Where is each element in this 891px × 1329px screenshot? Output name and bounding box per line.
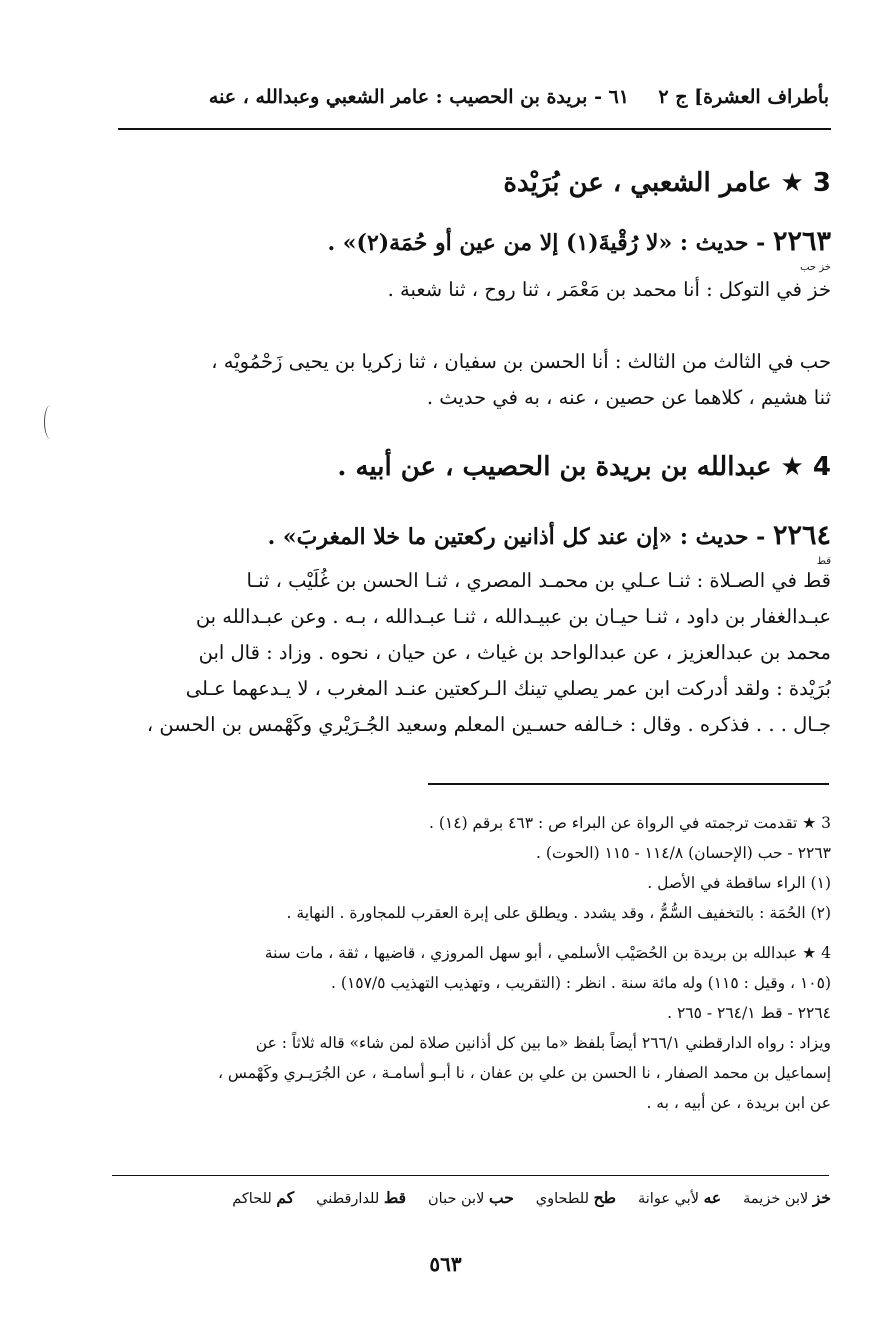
footnote-line: 3 ★ تقدمت ترجمته في الرواة عن البراء ص : ٤٦٣ برقم (١٤) . bbox=[429, 814, 831, 832]
source-line: بُرَيْدة : ولقد أدركت ابن عمر يصلي تينك الـركعتين عنـد المغرب ، لا يـدعهما عـلى bbox=[185, 677, 831, 700]
hadith-number: ٢٢٦٣ bbox=[772, 226, 831, 257]
footnote-line: ويزاد : رواه الدارقطني ٢٦٦/١ أيضاً بلفظ «ما بين كل أذانين صلاة لمن شاء» قاله ثلاثاً : عن bbox=[255, 1034, 831, 1052]
footnote-line: (٢) الحُمَة : بالتخفيف السُّمُّ ، وقد يشدد . ويطلق على إبرة العقرب للمجاورة . النهاية . bbox=[286, 904, 831, 922]
source-line: حب في الثالث من الثالث : أنا الحسن بن سفيان ، ثنا زكريا بن يحيى زَحْمُويْه ، bbox=[211, 350, 831, 373]
margin-sigla: خز حب bbox=[800, 262, 831, 273]
star-icon: ★ bbox=[780, 168, 804, 198]
source-line: قط في الصـلاة : ثنـا عـلي بن محمـد المصري ، ثنـا الحسن بن غُلَيْب ، ثنـا bbox=[246, 569, 831, 592]
footnote-line: عن ابن بريدة ، عن أبيه ، به . bbox=[646, 1094, 831, 1112]
footnote-line: (١٠٥ ، وقيل : ١١٥) وله مائة سنة . انظر : (التقريب ، وتهذيب التهذيب ١٥٧/٥) . bbox=[331, 974, 831, 992]
abbrev-label: للدارقطني bbox=[316, 1191, 380, 1207]
abbreviations-rule bbox=[112, 1175, 829, 1176]
abbrev-code: حب bbox=[488, 1188, 514, 1207]
hadith-heading-2264 bbox=[110, 520, 831, 551]
narrator-heading-4 bbox=[110, 452, 831, 482]
abbrev-item bbox=[232, 1188, 294, 1207]
abbrev-item bbox=[536, 1188, 616, 1207]
abbrev-label: لأبي عوانة bbox=[637, 1191, 699, 1207]
hadith-2263-sources bbox=[108, 272, 831, 308]
abbrev-label: للطحاوي bbox=[535, 1191, 590, 1207]
abbrev-code: عه bbox=[703, 1188, 722, 1207]
hadith-2263-sources-2 bbox=[108, 344, 831, 416]
hadith-text: - حديث : «لا رُقْيةَ(١) إلا من عين أو حُمَة(٢)» . bbox=[327, 230, 766, 256]
hadith-number: ٢٢٦٤ bbox=[772, 520, 831, 551]
source-line: ثنا هشيم ، كلاهما عن حصين ، عنه ، به في حديث . bbox=[426, 386, 831, 409]
header-volume: بأطراف العشرة] ج ٢ bbox=[658, 86, 829, 108]
footnote-line: ٢٢٦٣ - حب (الإحسان) ١١٤/٨ - ١١٥ (الحوت) . bbox=[536, 844, 831, 862]
abbrev-label: للحاكم bbox=[232, 1191, 272, 1207]
abbrev-code: طح bbox=[593, 1188, 616, 1207]
hadith-2264-sources bbox=[108, 563, 831, 743]
narrator-number: 4 bbox=[812, 452, 831, 482]
abbrev-item bbox=[743, 1188, 831, 1207]
footnote-line: (١) الراء ساقطة في الأصل . bbox=[647, 874, 831, 892]
narrator-heading-3 bbox=[110, 168, 831, 198]
margin-bracket-mark bbox=[44, 405, 57, 439]
narrator-name: عامر الشعبي ، عن بُرَيْدة bbox=[503, 168, 772, 198]
abbrev-label: لابن حبان bbox=[428, 1191, 485, 1207]
hadith-text: - حديث : «إن عند كل أذانين ركعتين ما خلا المغربَ» . bbox=[267, 524, 766, 550]
hadith-heading-2263 bbox=[110, 226, 831, 257]
footnote-line: إسماعيل بن محمد الصفار ، نا الحسن بن علي بن عفان ، نا أبـو أسامـة ، عن الجُرَيـري وكَهْمس ، bbox=[218, 1064, 831, 1082]
source-line: عبـدالغفار بن داود ، ثنـا حيـان بن عبيـدالله ، ثنـا عبـدالله ، بـه . وعن عبـدالله بن bbox=[195, 605, 831, 628]
header-rule bbox=[118, 128, 831, 130]
abbrev-code: قط bbox=[383, 1188, 406, 1207]
abbrev-code: كم bbox=[276, 1188, 295, 1207]
footnote-line: ٢٢٦٤ - قط ٢٦٤/١ - ٢٦٥ . bbox=[667, 1004, 831, 1022]
star-icon: ★ bbox=[780, 452, 804, 482]
narrator-number: 3 bbox=[812, 168, 831, 198]
source-line: خز في التوكل : أنا محمد بن مَعْمَر ، ثنا روح ، ثنا شعبة . bbox=[387, 278, 831, 301]
source-line: محمد بن عبدالعزيز ، عن عبدالواحد بن غياث ، عن حيان ، نحوه . وزاد : قال ابن bbox=[198, 641, 831, 664]
header-chapter-title: ٦١ - بريدة بن الحصيب : عامر الشعبي وعبدالله ، عنه bbox=[208, 86, 629, 108]
footnote-rule bbox=[428, 783, 829, 785]
footnotes bbox=[108, 808, 831, 1118]
running-header bbox=[112, 82, 829, 122]
abbreviations-key bbox=[108, 1188, 831, 1207]
abbrev-item bbox=[428, 1188, 514, 1207]
abbrev-item bbox=[638, 1188, 721, 1207]
narrator-name: عبدالله بن بريدة بن الحصيب ، عن أبيه . bbox=[337, 452, 772, 482]
footnote-line: 4 ★ عبدالله بن بريدة بن الحُصَيْب الأسلمي ، أبو سهل المروزي ، قاضيها ، ثقة ، مات سنة bbox=[264, 944, 831, 962]
abbrev-item bbox=[316, 1188, 406, 1207]
margin-sigla: قط bbox=[816, 556, 831, 567]
abbrev-label: لابن خزيمة bbox=[743, 1191, 809, 1207]
abbrev-code: خز bbox=[812, 1188, 831, 1207]
source-line: جـال . . . فذكره . وقال : خـالفه حسـين المعلم وسعيد الجُـرَيْري وكَهْمس بن الحسن ، bbox=[146, 713, 831, 736]
page-number: ٥٦٣ bbox=[429, 1252, 462, 1276]
